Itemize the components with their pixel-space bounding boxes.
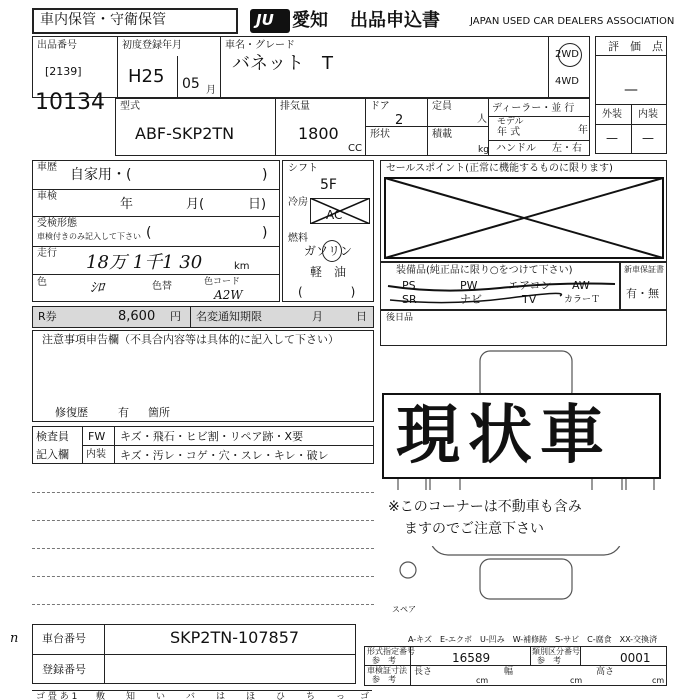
equip-aircon: エアコン — [508, 279, 552, 292]
stamp-note-1: ※このコーナーは不動車も含み — [388, 499, 582, 515]
warranty-value: 有・無 — [626, 287, 659, 300]
inspector-interior-items: キズ・汚レ・コゲ・穴・スレ・キレ・破レ — [120, 449, 329, 462]
capacity-unit: 人 — [477, 114, 487, 125]
repair-history-label: 修復歴 — [55, 406, 88, 419]
drive-4wd: 4WD — [555, 76, 579, 87]
dealer-label: ディーラー・並 行 — [492, 103, 575, 114]
bottom-strip-3: い — [156, 692, 166, 700]
score-label: 評 価 点 — [608, 40, 663, 53]
width-label: 幅 — [504, 667, 514, 677]
equip-color-tv: カラーＴ — [564, 295, 601, 305]
warranty-label: 新車保証書 — [624, 265, 664, 274]
displacement: 1800 — [298, 124, 339, 143]
recycle-label: R券 — [38, 310, 57, 323]
stamp-note-2: ますのでご注意下さい — [404, 521, 544, 537]
storage-label: 車内保管・守衛保管 — [40, 12, 166, 28]
displacement-label: 排気量 — [280, 101, 310, 112]
chassis-number: SKP2TN-107857 — [170, 628, 300, 647]
vehicle-name-label: 車名・グレード — [225, 40, 295, 51]
type-number: 16589 — [452, 651, 491, 665]
inspection-month: 月( — [186, 197, 205, 212]
name-change-day: 日 — [356, 310, 367, 323]
ju-logo-text: JU — [256, 11, 274, 29]
door-label: ドア — [370, 101, 390, 112]
bottom-strip-6: ほ — [246, 692, 256, 700]
equipment-label: 装備品(純正品に限り○をつけて下さい) — [396, 265, 573, 276]
handle-label: ハンドル — [496, 143, 536, 154]
equip-tv: TV — [522, 293, 537, 306]
class-number-sub: 参 考 — [537, 656, 561, 665]
repair-part-label: 箇所 — [148, 406, 170, 419]
first-registration-label: 初度登録年月 — [122, 40, 182, 51]
capacity-label: 定員 — [432, 101, 452, 112]
bottom-strip-0: ゴ 畳 あ 1 — [36, 692, 78, 700]
history-value: 自家用・( — [70, 167, 132, 183]
displacement-unit: CC — [348, 143, 362, 154]
repair-history-value: 有 — [118, 406, 129, 419]
accept-label: 受検形態 — [37, 218, 77, 229]
association-name: JAPAN USED CAR DEALERS ASSOCIATION — [470, 16, 675, 27]
history-label: 車歴 — [37, 162, 57, 173]
model-code: ABF-SKP2TN — [135, 124, 235, 143]
inspection-day: 日) — [248, 197, 267, 212]
form-title: 出品申込書 — [350, 10, 440, 31]
class-number: 0001 — [620, 651, 651, 665]
bottom-strip-4: バ — [186, 692, 196, 700]
door-count: 2 — [395, 113, 404, 128]
model-year-label: モデル — [497, 117, 524, 127]
bottom-strip-7: ひ — [276, 692, 286, 700]
bottom-strip-9: っ — [336, 692, 346, 700]
color-label: 色 — [37, 277, 47, 288]
recycle-unit: 円 — [170, 310, 181, 323]
shift-label: シフト — [288, 163, 318, 174]
bottom-strip — [32, 690, 372, 700]
fuel-gasoline: ガソリン — [304, 244, 353, 258]
name-change-month: 月 — [312, 310, 323, 323]
length-label: 長さ — [414, 667, 433, 677]
height-unit: cm — [652, 676, 665, 685]
registration-year: H25 — [128, 66, 165, 87]
ac-value: AC — [326, 208, 343, 222]
damage-legend: A-キズ E-エクボ U-凹み W-補修跡 S-サビ C-腐食 XX-交換済 — [408, 635, 658, 644]
score-value: — — [624, 82, 638, 98]
sales-point-cross — [383, 176, 665, 260]
inspector-interior: 内装 — [86, 449, 106, 460]
equip-sr: SR — [402, 293, 417, 306]
bottom-strip-2: 知 — [126, 692, 136, 700]
fuel-label: 燃料 — [288, 233, 308, 244]
height-label: 高さ — [596, 667, 615, 677]
stamp-text: 現状車 — [396, 398, 612, 473]
year-label: 年 式 — [497, 127, 521, 138]
registration-month-unit: 月 — [206, 85, 216, 96]
inspection-year: 年 — [120, 197, 134, 212]
rear-items-frame — [380, 310, 667, 346]
equipment-strike — [380, 276, 620, 308]
inspector-fw-items: キズ・飛石・ヒビ割・リペア跡・X要 — [120, 430, 304, 443]
model-code-label: 型式 — [120, 101, 140, 112]
bottom-strip-10: ゴ — [360, 692, 370, 700]
accept-open-paren: ( — [146, 225, 152, 241]
drive-2wd: 2WD — [555, 49, 579, 60]
org-name: 愛知 — [292, 10, 328, 31]
rear-items-label: 後日品 — [386, 313, 414, 323]
accept-note: 車検付きのみ記入して下さい — [37, 232, 141, 241]
lot-sub-number: [2139] — [45, 65, 82, 78]
history-close: ) — [262, 167, 268, 183]
inspector-entry-label: 記入欄 — [36, 448, 69, 461]
dimension-sub: 参 考 — [372, 675, 396, 684]
name-change-label: 名変通知期限 — [196, 310, 262, 323]
margin-tick: n — [10, 631, 19, 646]
equip-navi: ナビ — [460, 293, 482, 306]
exterior-label: 外装 — [602, 109, 622, 120]
cooling-label: 冷房 — [288, 197, 308, 208]
equip-pw: PW — [460, 279, 478, 292]
inspector-label: 検査員 — [36, 430, 69, 443]
spare-label: スペア — [392, 605, 416, 614]
recycle-value: 8,600 — [118, 309, 156, 324]
fuel-diesel: 軽 油 — [310, 265, 347, 279]
bottom-strip-5: は — [216, 692, 226, 700]
body-shape-label: 形状 — [370, 129, 390, 140]
inspector-fw: FW — [88, 430, 106, 443]
registration-month: 05 — [182, 76, 200, 92]
exterior-score: — — [606, 131, 618, 145]
dimension-label: 車検証寸法 — [367, 666, 407, 675]
year-unit: 年 — [578, 125, 588, 136]
bottom-strip-1: 敷 — [96, 692, 106, 700]
notes-label: 注意事項申告欄（不具合内容等は具体的に記入して下さい） — [42, 333, 339, 346]
color-code-label: 色コード — [204, 277, 241, 287]
mileage-unit: km — [234, 261, 250, 272]
type-number-label: 形式指定番号 — [367, 647, 415, 656]
color-value: ｼﾛ — [90, 280, 104, 296]
mileage-label: 走行 — [37, 248, 57, 259]
accept-close-paren: ) — [262, 225, 268, 241]
interior-score: — — [642, 131, 654, 145]
bottom-strip-8: ち — [306, 692, 316, 700]
ac-strike-mark — [310, 198, 370, 224]
handle-value: 左・右 — [552, 143, 582, 154]
shift-value: 5F — [320, 177, 337, 193]
registration-number-label: 登録番号 — [42, 663, 86, 676]
length-unit: cm — [476, 676, 489, 685]
load-unit: kg — [478, 145, 489, 155]
load-label: 積載 — [432, 129, 452, 140]
class-number-label: 類別区分番号 — [532, 647, 580, 656]
equip-ps: PS — [402, 279, 416, 292]
width-unit: cm — [570, 676, 583, 685]
mileage-value: 18万 1千1 30 — [86, 252, 203, 273]
vehicle-name: バネット T — [232, 53, 333, 74]
color-change-label: 色替 — [152, 281, 172, 292]
fuel-other: ( ) — [298, 285, 356, 299]
lot-number: 10134 — [35, 90, 105, 115]
type-number-sub: 参 考 — [372, 656, 396, 665]
fuel-circle — [322, 240, 342, 262]
lot-number-label: 出品番号 — [37, 40, 77, 51]
interior-label: 内装 — [638, 109, 658, 120]
chassis-label: 車台番号 — [42, 632, 86, 645]
equip-aw: AW — [572, 279, 590, 292]
color-code: A2W — [214, 288, 243, 302]
inspection-label: 車検 — [37, 191, 57, 202]
sales-point-label: セールスポイント(正常に機能するものに限ります) — [386, 163, 613, 174]
